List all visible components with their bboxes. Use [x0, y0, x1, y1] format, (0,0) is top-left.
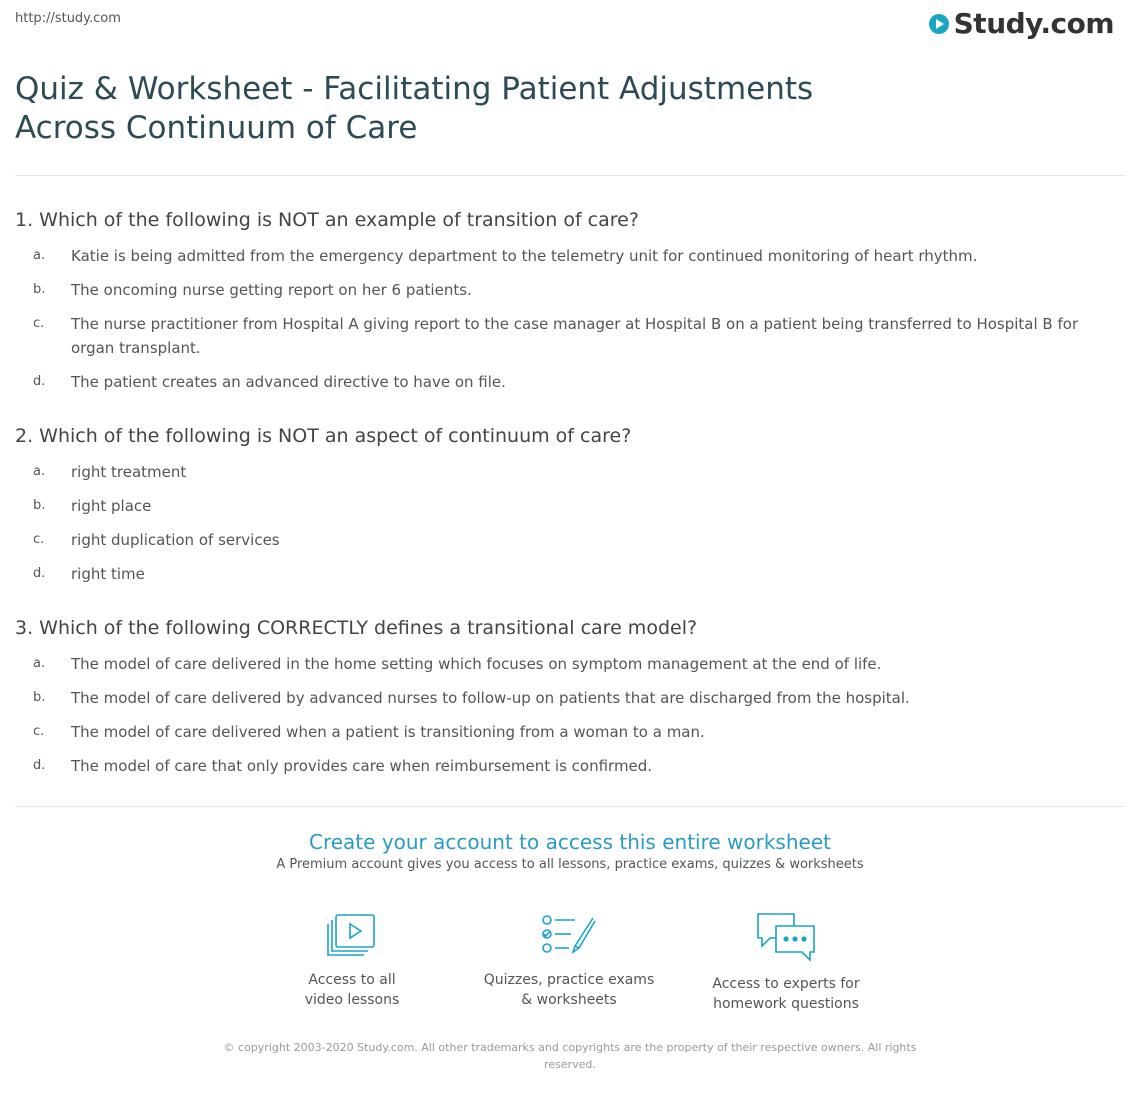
copyright-text: © copyright 2003-2020 Study.com. All other trademarks and copyrights are the property of their respective owners. All rights reserved.: [223, 1041, 917, 1071]
logo-text: Study.com: [953, 7, 1114, 40]
choice-text: The patient creates an advanced directive to have on file.: [71, 373, 506, 391]
question-text: 3. Which of the following CORRECTLY defines a transitional care model?: [15, 617, 698, 639]
choice-text: The model of care delivered in the home setting which focuses on symptom management at the end of life.: [71, 655, 882, 673]
question-3: [15, 616, 1100, 788]
choice-text: The oncoming nurse getting report on her 6 patients.: [71, 281, 472, 299]
choice-letter: a.: [33, 656, 46, 671]
page-title: Quiz & Worksheet - Facilitating Patient Adjustments Across Continuum of Care: [15, 71, 814, 146]
study-logo[interactable]: [928, 7, 1114, 40]
answer-choice: [15, 686, 1100, 710]
divider: [15, 175, 1125, 176]
choice-text: The model of care delivered by advanced nurses to follow-up on patients that are discharged from the hospital.: [71, 689, 910, 707]
choice-letter: c.: [33, 316, 45, 331]
video-lessons-icon: [326, 912, 378, 958]
chat-experts-icon: [754, 912, 818, 962]
choice-letter: b.: [33, 690, 46, 705]
feature-label: Access to all video lessons: [304, 972, 400, 1008]
choice-text: The model of care that only provides care when reimbursement is confirmed.: [71, 757, 653, 775]
choice-text: The model of care delivered when a patient is transitioning from a woman to a man.: [71, 723, 705, 741]
choice-letter: b.: [33, 498, 46, 513]
question-1: [15, 208, 1100, 404]
choice-letter: a.: [33, 464, 46, 479]
feature-label: Quizzes, practice exams & worksheets: [483, 972, 655, 1008]
question-2: [15, 424, 1100, 596]
cta-link[interactable]: Create your account to access this entire worksheet: [309, 830, 831, 854]
answer-choice: [15, 278, 1100, 302]
cta-subtitle: A Premium account gives you access to all lessons, practice exams, quizzes & worksheets: [276, 857, 864, 872]
choice-letter: c.: [33, 724, 45, 739]
question-text: 1. Which of the following is NOT an example of transition of care?: [15, 209, 639, 231]
answer-choice: [15, 494, 1100, 518]
choice-letter: d.: [33, 758, 46, 773]
choice-letter: a.: [33, 248, 46, 263]
answer-choice: [15, 312, 1100, 360]
choice-letter: d.: [33, 566, 46, 581]
choice-text: right place: [71, 497, 152, 515]
feature-quizzes: [469, 912, 669, 1010]
choice-letter: b.: [33, 282, 46, 297]
site-url: http://study.com: [15, 11, 121, 26]
choice-text: right treatment: [71, 463, 187, 481]
choice-text: right duplication of services: [71, 531, 280, 549]
feature-video-lessons: [252, 912, 452, 1010]
choice-text: The nurse practitioner from Hospital A giving report to the case manager at Hospital B on a patient being transferred to Hospital B for organ transplant.: [71, 315, 1079, 357]
feature-experts: [686, 912, 886, 1014]
choice-text: Katie is being admitted from the emergency department to the telemetry unit for continued monitoring of heart rhythm.: [71, 247, 978, 265]
answer-choice: [15, 244, 1100, 268]
answer-choice: [15, 370, 1100, 394]
answer-choice: [15, 562, 1100, 586]
play-circle-icon: [928, 13, 950, 35]
answer-choice: [15, 652, 1100, 676]
signup-cta: [0, 829, 1140, 872]
choice-text: right time: [71, 565, 145, 583]
answer-choice: [15, 528, 1100, 552]
answer-choice: [15, 460, 1100, 484]
quiz-checklist-icon: [541, 912, 597, 958]
answer-choice: [15, 720, 1100, 744]
divider: [15, 806, 1125, 807]
choice-letter: d.: [33, 374, 46, 389]
choice-letter: c.: [33, 532, 45, 547]
feature-label: Access to experts for homework questions: [712, 976, 860, 1012]
answer-choice: [15, 754, 1100, 778]
question-text: 2. Which of the following is NOT an aspect of continuum of care?: [15, 425, 632, 447]
